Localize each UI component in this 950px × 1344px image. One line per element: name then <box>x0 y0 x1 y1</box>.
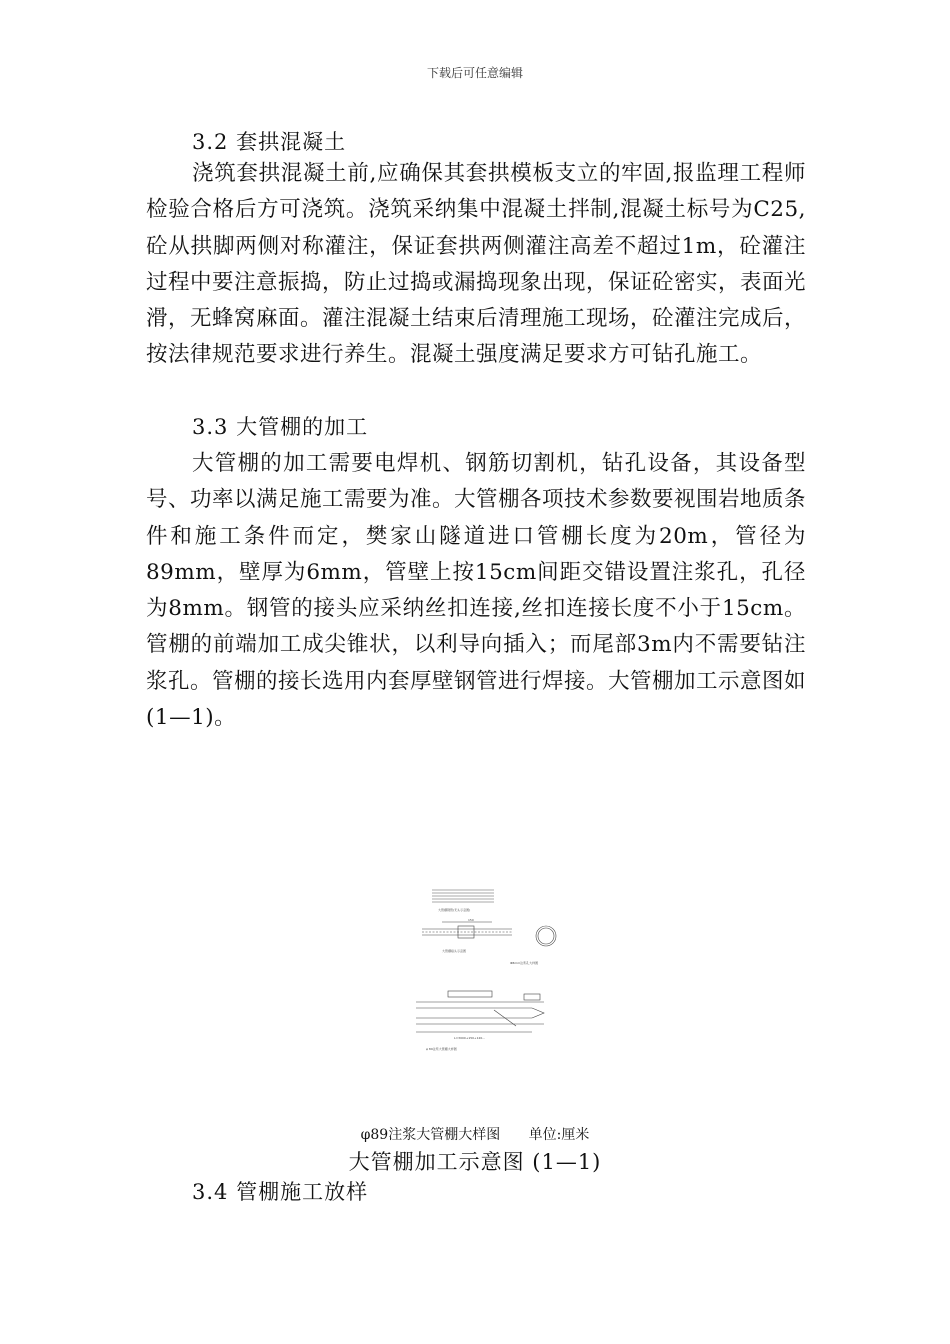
pipe-shed-diagram <box>412 884 560 1064</box>
figure-caption <box>0 1124 950 1144</box>
pipe-stack <box>432 890 494 902</box>
pipe-tip-detail <box>416 991 544 1032</box>
diagram-length-text: L=3000+150+120... <box>454 1036 486 1040</box>
diagram-dim-text: 150 <box>468 918 474 922</box>
section-body-3-3: 大管棚的加工需要电焊机、钢筋切割机，钻孔设备，其设备型号、功率以满足施工需要为准。大管棚各项技术参数要视围岩地质条件和施工条件而定，樊家山隧道进口管棚长度为20m，管径为89mm，壁厚为6mm，管壁上按15cm间距交错设置注浆孔，孔径为8mm。钢管的接头应采纳丝扣连接,丝扣连接长度不小于15cm。管棚的前端加工成尖锥状，以利导向插入；而尾部3m内不需要钻注浆孔。管棚的接长选用内套厚壁钢管进行焊接。大管棚加工示意图如(1—1)。 <box>146 451 807 731</box>
diagram-label-right: Φ8mm注浆孔大样图 <box>510 961 539 965</box>
section-heading-3-2: 3.2 套拱混凝土 <box>192 130 347 154</box>
diagram-label-mid: 大管棚接头示意图 <box>442 949 467 953</box>
diagram-label-bottom: φ 89注浆大管棚大样图 <box>426 1047 457 1051</box>
page-header: 下载后可任意编辑 <box>426 66 523 80</box>
section-body-3-2: 浇筑套拱混凝土前,应确保其套拱模板支立的牢固,报监理工程师检验合格后方可浇筑。浇筑采纳集中混凝土拌制,混凝土标号为C25,砼从拱脚两侧对称灌注，保证套拱两侧灌注高差不超过1m，砼灌注过程中要注意振捣，防止过捣或漏捣现象出现，保证砼密实，表面光滑，无蜂窝麻面。灌注混凝土结束后清理施工现场，砼灌注完成后，按法律规范要求进行养生。混凝土强度满足要求方可钻孔施工。 <box>146 161 807 368</box>
pipe-cross-section <box>536 926 556 946</box>
section-heading-3-4: 3.4 管棚施工放样 <box>192 1180 369 1204</box>
figure-title: 大管棚加工示意图 (1—1) <box>348 1150 602 1174</box>
diagram-label-top: 大管棚钢管(无头示意图) <box>438 908 471 912</box>
figure-caption-unit: 单位:厘米 <box>528 1127 590 1143</box>
section-heading-3-3: 3.3 大管棚的加工 <box>192 415 369 439</box>
pipe-joint <box>422 922 512 938</box>
figure-caption-left: φ89注浆大管棚大样图 <box>360 1127 501 1143</box>
